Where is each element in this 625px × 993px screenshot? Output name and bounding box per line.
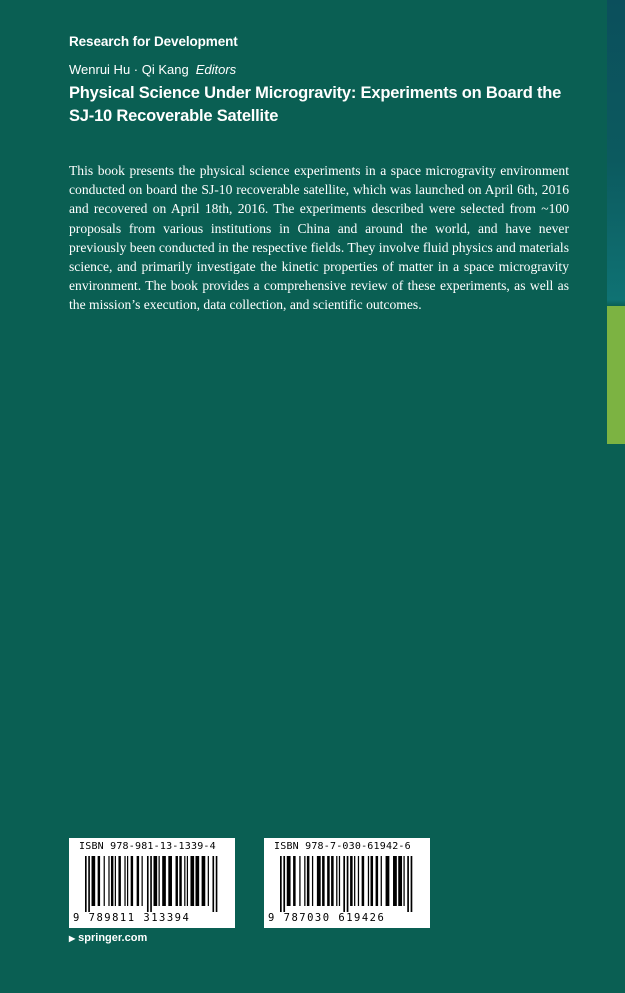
triangle-right-icon: ▶ bbox=[69, 934, 76, 943]
isbn-label: ISBN 978-981-13-1339-4 bbox=[79, 841, 216, 852]
barcode-bars bbox=[280, 856, 414, 912]
isbn-barcode-2 bbox=[264, 838, 430, 928]
ean-digits: 9 789811 313394 bbox=[73, 912, 191, 924]
editor-names: Wenrui Hu · Qi Kang bbox=[69, 62, 189, 77]
editor-role: Editors bbox=[195, 62, 237, 77]
barcode-bars bbox=[85, 856, 219, 912]
publisher-link[interactable] bbox=[69, 932, 147, 944]
editors-line bbox=[69, 62, 236, 77]
ean-digits: 9 787030 619426 bbox=[268, 912, 386, 924]
accent-color-block bbox=[607, 306, 625, 444]
publisher-url: springer.com bbox=[78, 932, 148, 944]
isbn-barcode-1 bbox=[69, 838, 235, 928]
spine-color-strip bbox=[607, 0, 625, 993]
book-description: This book presents the physical science experiments in a space microgravity environment conducted on board the SJ-10 recoverable satellite, which was launched on April 6th, 2016 and recovered on April 18th, 2016. The experiments described were selected from ~100 proposals from various institutions in China and around the world, and have never previously been conducted in the respective fields. They involve fluid physics and materials science, and primarily investigate the kinetic properties of matter in a space microgravity environment. The book provides a comprehensive review of these experiments, as well as the mission’s execution, data collection, and scientific outcomes. bbox=[69, 163, 569, 313]
isbn-label: ISBN 978-7-030-61942-6 bbox=[274, 841, 411, 852]
book-title: Physical Science Under Microgravity: Experiments on Board the SJ-10 Recoverable Satellite bbox=[69, 84, 562, 125]
series-name: Research for Development bbox=[69, 34, 238, 49]
